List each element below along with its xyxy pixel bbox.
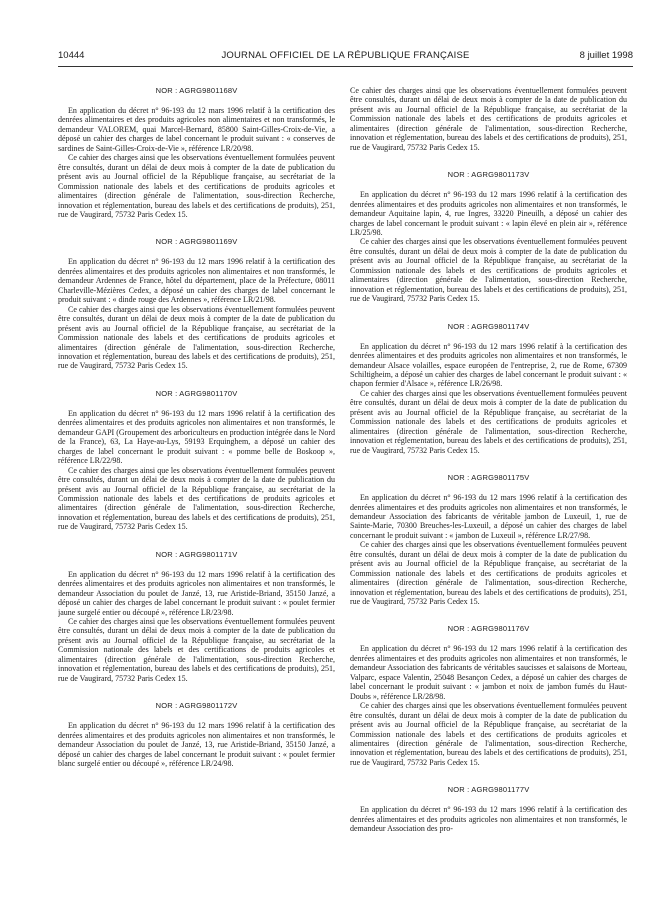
notice-application-paragraph: En application du décret n° 96-193 du 12 mars 1996 relatif à la certification des denrées alimentaires et des produits agricoles non alimentaires et non transformés, le demandeur VALOREM, quai Marcel-Bernard, 85800 Saint-Gilles-Croix-de-Vie, a déposé un cahier des charges de label concernant le produit suivant : « conserves de sardines de Saint-Gilles-Croix-de-Vie », référence LR/20/98. <box>58 106 335 153</box>
notice-block <box>350 473 627 606</box>
nor-reference: NOR : AGRG9801173V <box>447 170 530 180</box>
nor-reference: NOR : AGRG9801176V <box>447 624 530 634</box>
notice-block <box>58 86 335 219</box>
nor-reference: NOR : AGRG9801169V <box>155 237 238 247</box>
notice-block <box>58 237 335 370</box>
notice-consultation-paragraph: Ce cahier des charges ainsi que les observations éventuellement formulées peuvent être consultés, durant un délai de deux mois à compter de la date de publication du présent avis au Journal officiel de la République française, au secrétariat de la Commission nationale des labels et des certifications de produits agricoles et alimentaires (direction générale de l'alimentation, sous-direction Recherche, innovation et réglementation, bureau des labels et des certifications de produits), 251, rue de Vaugirard, 75732 Paris Cedex 15. <box>58 617 335 683</box>
notice-block <box>58 701 335 768</box>
left-column <box>58 86 335 898</box>
notice-application-paragraph: En application du décret n° 96-193 du 12 mars 1996 relatif à la certification des denrées alimentaires et des produits agricoles non alimentaires et non transformés, le demandeur Association des fabricants de véritables saucisses et salaisons de Morteau, Valparc, espace Valentin, 25048 Besançon Cedex, a déposé un cahier des charges de label concernant le produit suivant : « jambon et noix de jambon fumés du Haut-Doubs », référence LR/28/98. <box>350 644 627 701</box>
nor-reference: NOR : AGRG9801168V <box>155 86 238 95</box>
notice-block <box>350 170 627 303</box>
notice-block <box>350 785 627 833</box>
notice-block <box>58 550 335 683</box>
notice-application-paragraph: En application du décret n° 96-193 du 12 mars 1996 relatif à la certification des denrées alimentaires et des produits agricoles non alimentaires et non transformés, le demandeur Aquitaine lapin, 4, rue Ingres, 33220 Pineuilh, a déposé un cahier des charges de label concernant le produit suivant : « lapin élevé en plein air », référence LR/25/98. <box>350 190 627 237</box>
nor-reference: NOR : AGRG9801171V <box>155 549 238 559</box>
nor-reference: NOR : AGRG9801177V <box>447 785 530 795</box>
notice-application-paragraph: En application du décret n° 96-193 du 12 mars 1996 relatif à la certification des denrées alimentaires et des produits agricoles non alimentaires et non transformés, le demandeur Ardennes de France, hôtel du département, place de la Préfecture, 08011 Charleville-Mézières Cedex, a déposé un cahier des charges de label concernant le produit suivant : « dinde rouge des Ardennes », référence LR/21/98. <box>58 257 335 305</box>
notice-block <box>58 389 335 532</box>
notice-application-paragraph: En application du décret n° 96-193 du 12 mars 1996 relatif à la certification des denrées alimentaires et des produits agricoles non alimentaires et non transformés, le demandeur Association du poulet de Janzé, 13, rue Aristide-Briand, 35150 Janzé, a déposé un cahier des charges de label concernant le produit suivant : « poulet fermier jaune surgelé entier ou découpé », référence LR/23/98. <box>58 569 335 617</box>
journal-title: JOURNAL OFFICIEL DE LA RÉPUBLIQUE FRANÇAISE <box>221 50 470 61</box>
nor-reference: NOR : AGRG9801170V <box>155 388 238 398</box>
notice-consultation-paragraph: Ce cahier des charges ainsi que les observations éventuellement formulées peuvent être consultés, durant un délai de deux mois à compter de la date de publication du présent avis au Journal officiel de la République française, au secrétariat de la Commission nationale des labels et des certifications de produits agricoles et alimentaires (direction générale de l'alimentation, sous-direction Recherche, innovation et réglementation, bureau des labels et des certifications de produits), 251, rue de Vaugirard, 75732 Paris Cedex 15. <box>350 388 627 455</box>
right-column <box>350 86 627 898</box>
nor-reference: NOR : AGRG9801172V <box>155 701 238 711</box>
notice-consultation-paragraph: Ce cahier des charges ainsi que les observations éventuellement formulées peuvent être consultés, durant un délai de deux mois à compter de la date de publication du présent avis au Journal officiel de la République française, au secrétariat de la Commission nationale des labels et des certifications de produits agricoles et alimentaires (direction générale de l'alimentation, sous-direction Recherche, innovation et réglementation, bureau des labels et des certifications de produits), 251, rue de Vaugirard, 75732 Paris Cedex 15. <box>350 701 627 767</box>
notice-block <box>350 86 627 152</box>
notice-consultation-paragraph: Ce cahier des charges ainsi que les observations éventuellement formulées peuvent être consultés, durant un délai de deux mois à compter de la date de publication du présent avis au Journal officiel de la République française, au secrétariat de la Commission nationale des labels et des certifications de produits agricoles et alimentaires (direction générale de l'alimentation, sous-direction Recherche, innovation et réglementation, bureau des labels et des certifications de produits), 251, rue de Vaugirard, 75732 Paris Cedex 15. <box>58 153 335 219</box>
notice-consultation-paragraph: Ce cahier des charges ainsi que les observations éventuellement formulées peuvent être consultés, durant un délai de deux mois à compter de la date de publication du présent avis au Journal officiel de la République française, au secrétariat de la Commission nationale des labels et des certifications de produits agricoles et alimentaires (direction générale de l'alimentation, sous-direction Recherche, innovation et réglementation, bureau des labels et des certifications de produits), 251, rue de Vaugirard, 75732 Paris Cedex 15. <box>350 237 627 304</box>
notice-application-paragraph: En application du décret n° 96-193 du 12 mars 1996 relatif à la certification des denrées alimentaires et des produits agricoles non alimentaires et non transformés, le demandeur GAPI (Groupement des arboriculteurs en production intégrée dans le Nord de la France), 63, La Haye-au-Lys, 59193 Erquinghem, a déposé un cahier des charges de label concernant le produit suivant : « pomme belle de Boskoop », référence LR/22/98. <box>58 408 335 466</box>
notice-application-paragraph: En application du décret n° 96-193 du 12 mars 1996 relatif à la certification des denrées alimentaires et des produits agricoles non alimentaires et non transformés, le demandeur Association des fabricants de véritable jambon de Luxeuil, 1, rue de Sainte-Marie, 70300 Breuches-les-Luxeuil, a déposé un cahier des charges de label concernant le produit suivant : « jambon de Luxeuil », référence LR/27/98. <box>350 493 627 540</box>
notice-consultation-paragraph: Ce cahier des charges ainsi que les observations éventuellement formulées peuvent être consultés, durant un délai de deux mois à compter de la date de publication du présent avis au Journal officiel de la République française, au secrétariat de la Commission nationale des labels et des certifications de produits agricoles et alimentaires (direction générale de l'alimentation, sous-direction Recherche, innovation et réglementation, bureau des labels et des certifications de produits), 251, rue de Vaugirard, 75732 Paris Cedex 15. <box>350 86 627 152</box>
notice-application-paragraph: En application du décret n° 96-193 du 12 mars 1996 relatif à la certification des denrées alimentaires et des produits agricoles non alimentaires et non transformés, le demandeur Association du poulet de Janzé, 13, rue Aristide-Briand, 35150 Janzé, a déposé un cahier des charges de label concernant le produit suivant : « poulet fermier blanc surgelé entier ou découpé », référence LR/24/98. <box>58 721 335 769</box>
notice-consultation-paragraph: Ce cahier des charges ainsi que les observations éventuellement formulées peuvent être consultés, durant un délai de deux mois à compter de la date de publication du présent avis au Journal officiel de la République française, au secrétariat de la Commission nationale des labels et des certifications de produits agricoles et alimentaires (direction générale de l'alimentation, sous-direction Recherche, innovation et réglementation, bureau des labels et des certifications de produits), 251, rue de Vaugirard, 75732 Paris Cedex 15. <box>58 304 335 371</box>
notice-block <box>350 322 627 455</box>
notice-application-paragraph: En application du décret n° 96-193 du 12 mars 1996 relatif à la certification des denrées alimentaires et des produits agricoles non alimentaires et non transformés, le demandeur Alsace volailles, espace européen de l'entreprise, 2, rue de Rome, 67309 Schiltigheim, a déposé un cahier des charges de label concernant le produit suivant : « chapon fermier d'Alsace », référence LR/26/98. <box>350 341 627 389</box>
notice-block <box>350 624 627 767</box>
nor-reference: NOR : AGRG9801175V <box>447 473 530 483</box>
page-number: 10444 <box>58 50 85 61</box>
notice-consultation-paragraph: Ce cahier des charges ainsi que les observations éventuellement formulées peuvent être consultés, durant un délai de deux mois à compter de la date de publication du présent avis au Journal officiel de la République française, au secrétariat de la Commission nationale des labels et des certifications de produits agricoles et alimentaires (direction générale de l'alimentation, sous-direction Recherche, innovation et réglementation, bureau des labels et des certifications de produits), 251, rue de Vaugirard, 75732 Paris Cedex 15. <box>58 465 335 532</box>
nor-reference: NOR : AGRG9801174V <box>447 321 530 331</box>
publication-date: 8 juillet 1998 <box>579 50 633 61</box>
notice-consultation-paragraph: Ce cahier des charges ainsi que les observations éventuellement formulées peuvent être consultés, durant un délai de deux mois à compter de la date de publication du présent avis au Journal officiel de la République française, au secrétariat de la Commission nationale des labels et des certifications de produits agricoles et alimentaires (direction générale de l'alimentation, sous-direction Recherche, innovation et réglementation, bureau des labels et des certifications de produits), 251, rue de Vaugirard, 75732 Paris Cedex 15. <box>350 540 627 607</box>
notice-application-paragraph: En application du décret n° 96-193 du 12 mars 1996 relatif à la certification des denrées alimentaires et des produits agricoles non alimentaires et non transformés, le demandeur Association des pro- <box>350 805 627 834</box>
